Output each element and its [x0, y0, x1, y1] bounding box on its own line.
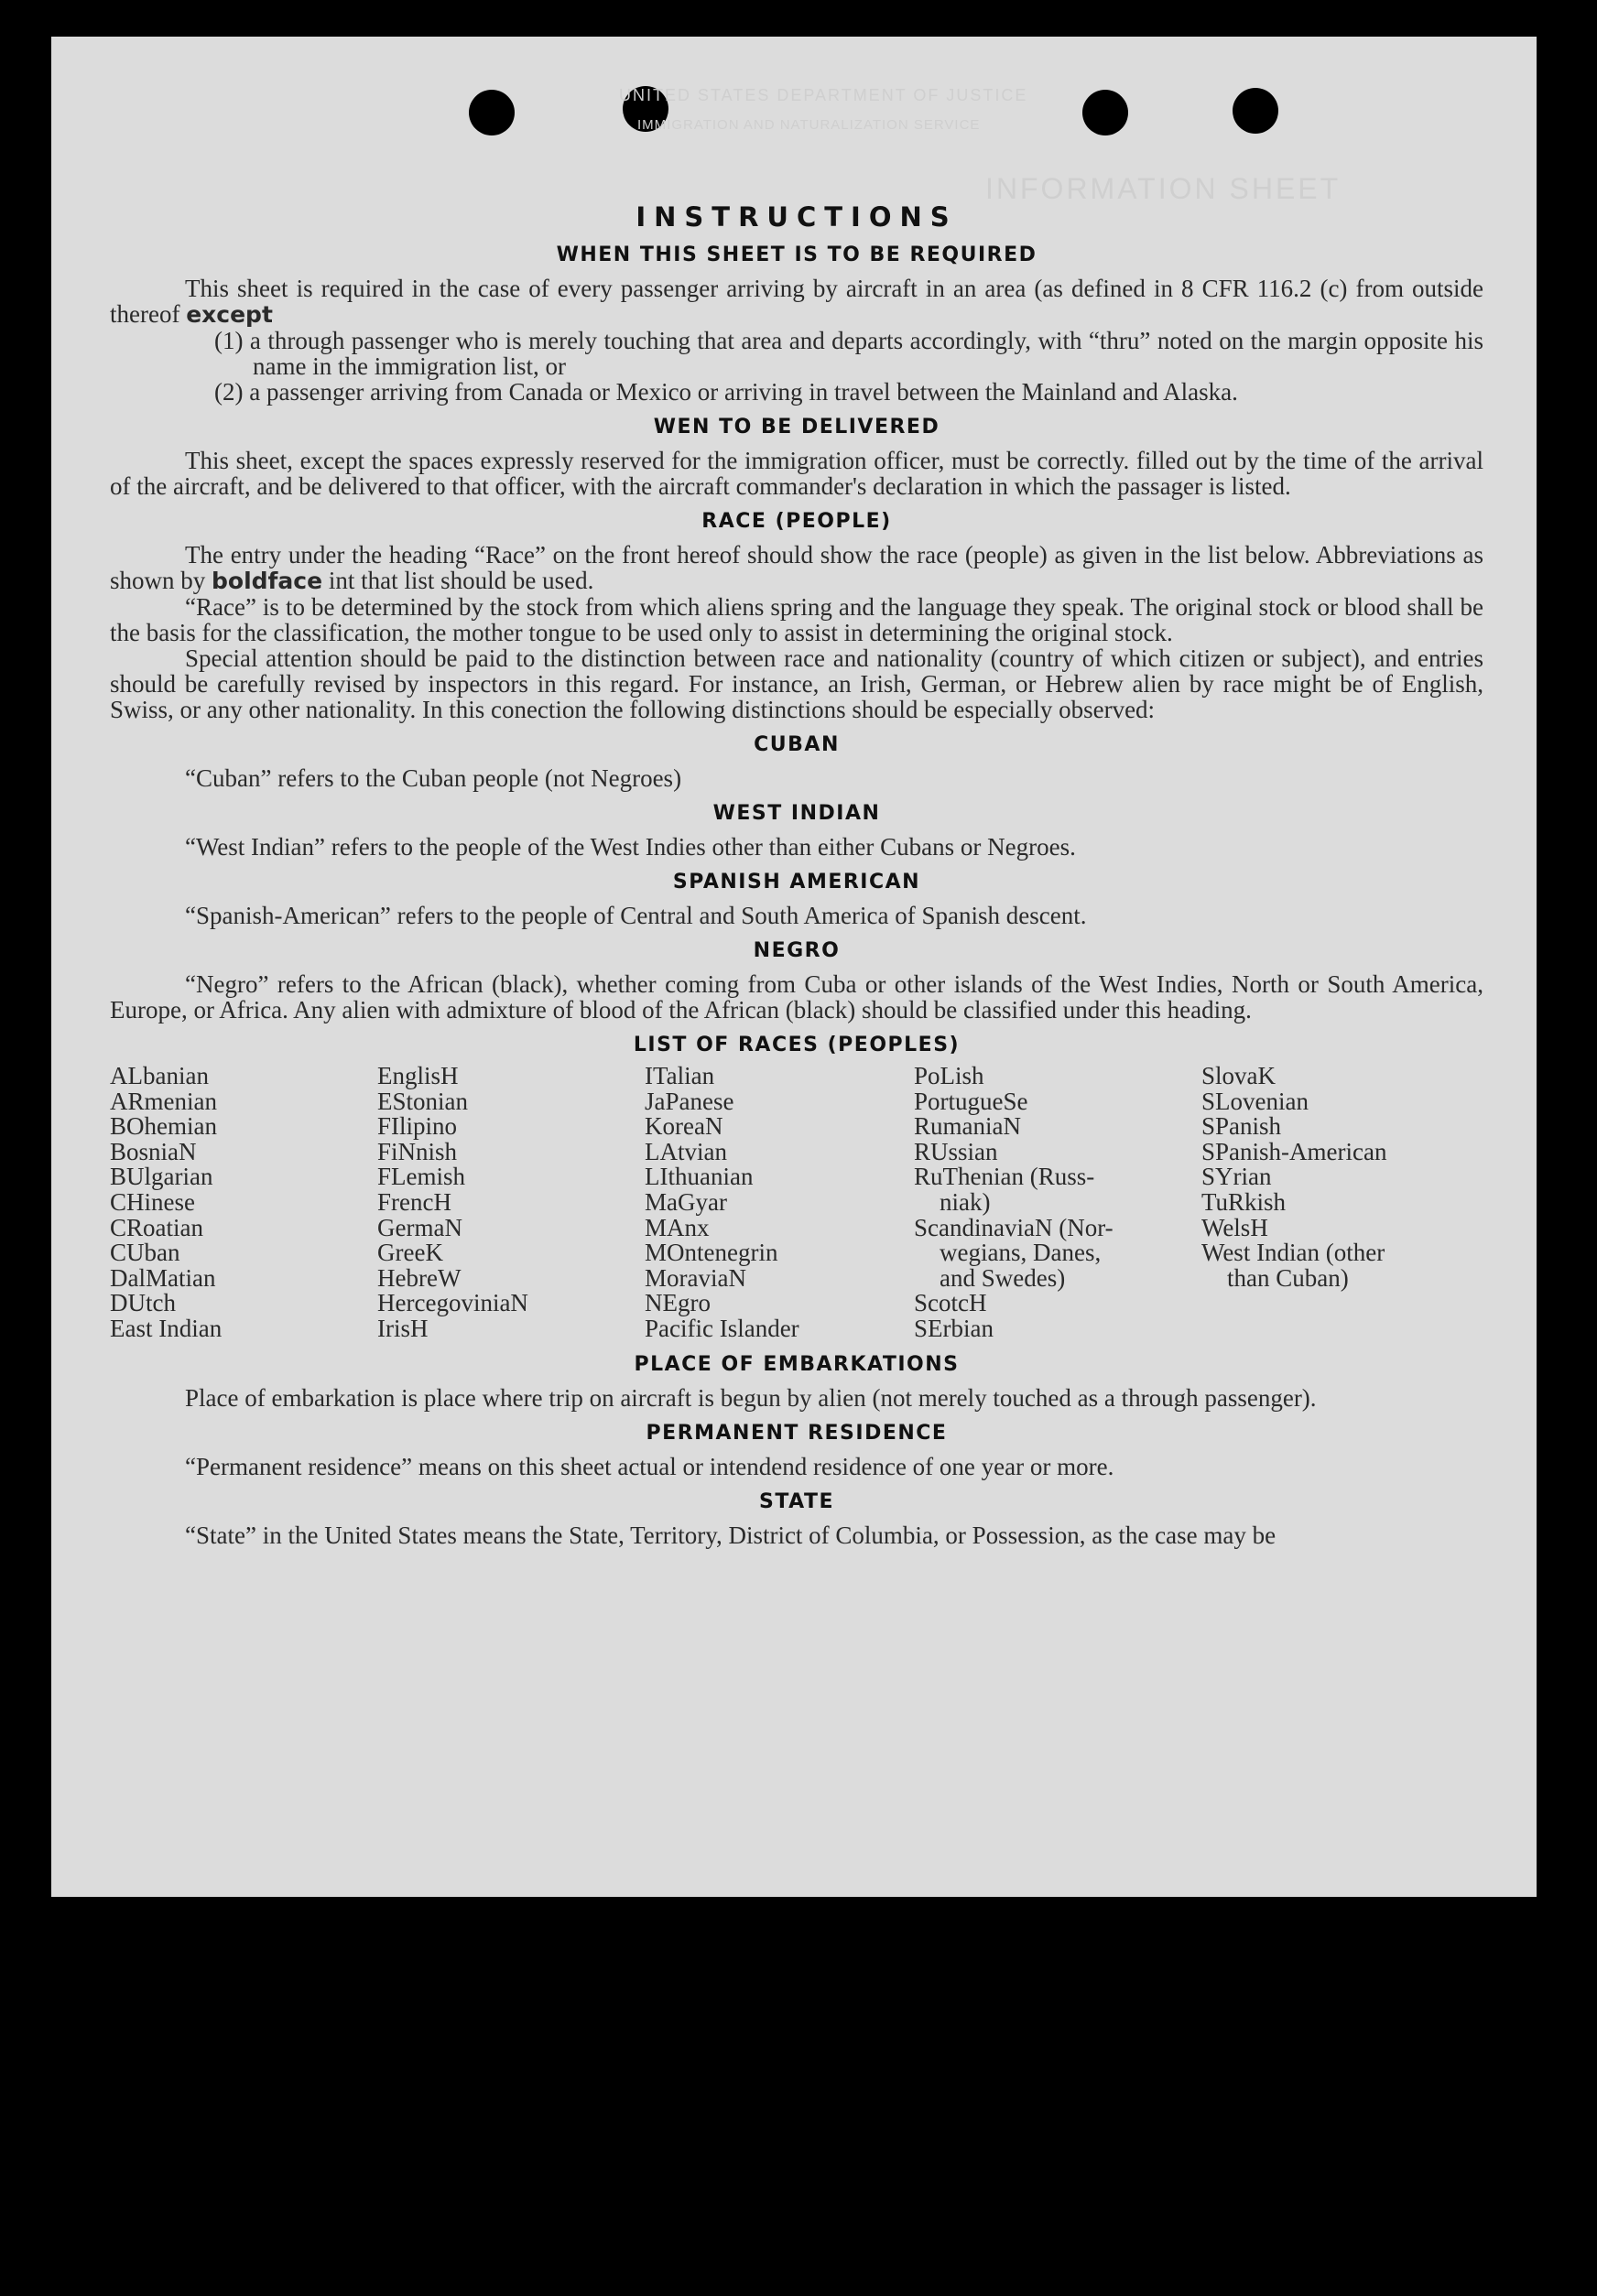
race-entry: ITalian [645, 1062, 715, 1089]
race-entry: ALbanian [110, 1062, 209, 1089]
paragraph-race-3: Special attention should be paid to the distinction between race and nationality (country of which citizen or subject), and entries should be carefully revised by inspectors in this regard. For instance, an Irish, German, or Hebrew alien by race might be of English, Swiss, or any other nationality. In this conection the following distinctions should be especially observed: [110, 644, 1483, 723]
race-entry: LIthuanian [645, 1163, 754, 1191]
race-entry: ScandinaviaN (Nor- [914, 1213, 1114, 1241]
heading-embarkation: PLACE OF EMBARKATIONS [634, 1352, 960, 1376]
paragraph-cuban: “Cuban” refers to the Cuban people (not Negroes) [185, 764, 682, 792]
race-entry: MoraviaN [645, 1263, 746, 1292]
race-entry: CHinese [110, 1187, 195, 1216]
text-when-required: This sheet is required in the case of every passenger arriving by aircraft in an area (as defined in 8 CFR 116.2 (c) from outside thereof [110, 275, 1483, 328]
race-entry: HercegoviniaN [377, 1289, 528, 1317]
heading-permanent-residence: PERMANENT RESIDENCE [646, 1421, 948, 1445]
race-entry: MAnx [645, 1213, 710, 1241]
paragraph-state: “State” in the United States means the State, Territory, District of Columbia, or Possession, as the case may be [185, 1521, 1277, 1549]
text-race-1-end: int that list should be used. [328, 567, 594, 594]
race-entry: FrencH [377, 1187, 451, 1216]
paragraph-permanent-residence: “Permanent residence” means on this sheet actual or intendend residence of one year or more. [185, 1452, 1114, 1480]
heading-when-required: WHEN THIS SHEET IS TO BE REQUIRED [556, 244, 1038, 266]
race-entry: FIlipino [377, 1112, 458, 1141]
race-entry-continuation: and Swedes) [940, 1263, 1066, 1292]
heading-race: RACE (PEOPLE) [701, 510, 892, 533]
race-entry: DUtch [110, 1289, 176, 1317]
race-entry: RumaniaN [914, 1112, 1021, 1141]
race-entry: RuThenian (Russ- [914, 1163, 1095, 1191]
race-entry: CRoatian [110, 1213, 203, 1241]
race-entry: LAtvian [645, 1137, 727, 1165]
race-entry: SLovenian [1201, 1087, 1309, 1115]
race-entry: FiNnish [377, 1137, 458, 1165]
race-entry: SPanish [1201, 1112, 1282, 1141]
race-entry: FLemish [377, 1163, 466, 1191]
punch-hole [1082, 90, 1128, 135]
races-column [377, 1064, 645, 1342]
race-entry: ScotcH [914, 1289, 987, 1317]
races-column [110, 1064, 377, 1342]
heading-state: STATE [759, 1489, 834, 1513]
race-entry: HebreW [377, 1263, 462, 1292]
paragraph-spanish-american: “Spanish-American” refers to the people of Central and South America of Spanish descent. [185, 902, 1087, 929]
paragraph-west-indian: “West Indian” refers to the people of the West Indies other than either Cubans or Negroes. [185, 833, 1076, 861]
race-entry: SErbian [914, 1314, 994, 1342]
paragraph-race-1 [110, 542, 1483, 594]
race-entry: ARmenian [110, 1087, 217, 1115]
race-entry: CUban [110, 1239, 180, 1267]
page-title: INSTRUCTIONS [636, 201, 958, 233]
race-entry: East Indian [110, 1314, 223, 1342]
paragraph-when-delivered: This sheet, except the spaces expressly reserved for the immigration officer, must be correctly. filled out by the time of the arrival of the aircraft, and be delivered to that officer, with the aircraft commander's declaration in which the passager is listed. [110, 447, 1483, 500]
text-race-1-start: The entry under the heading “Race” on the front hereof should show the race (people) as given in the list below. Abbreviations as shown by [110, 541, 1483, 594]
heading-west-indian: WEST INDIAN [712, 802, 881, 825]
race-entry: JaPanese [645, 1087, 734, 1115]
race-entry: NEgro [645, 1289, 711, 1317]
race-entry: PortugueSe [914, 1087, 1028, 1115]
paragraph-race-2: “Race” is to be determined by the stock from which aliens spring and the language they speak. The original stock or blood shall be the basis for the classification, the mother tongue to be used only to assist in determining the original stock. [110, 593, 1483, 646]
punch-hole [469, 90, 515, 135]
paragraph-negro: “Negro” refers to the African (black), whether coming from Cuba or other islands of the West Indies, North or South America, Europe, or Africa. Any alien with admixture of blood of the African (black) should be classified under this heading. [110, 970, 1483, 1023]
race-entry: BUlgarian [110, 1163, 213, 1191]
heading-negro: NEGRO [753, 939, 841, 962]
punch-hole [1233, 88, 1278, 134]
races-list [110, 1064, 1483, 1342]
race-entry: PoLish [914, 1062, 984, 1089]
bleed-through-header: UNITED STATES DEPARTMENT OF JUSTICE [619, 86, 1028, 104]
race-entry: West Indian (other [1201, 1239, 1385, 1267]
emphasis-except: except [186, 301, 273, 328]
race-entry: SYrian [1201, 1163, 1272, 1191]
emphasis-boldface: boldface [212, 568, 323, 594]
heading-list-of-races: LIST OF RACES (PEOPLES) [633, 1034, 961, 1056]
race-entry: GreeK [377, 1239, 443, 1267]
races-column [1201, 1064, 1476, 1342]
race-entry-continuation: niak) [940, 1187, 991, 1216]
race-entry: SlovaK [1201, 1062, 1276, 1089]
instructions-body [110, 165, 1483, 1548]
paragraph-when-required [110, 276, 1483, 328]
bleed-through-subheader: IMMIGRATION AND NATURALIZATION SERVICE [637, 117, 981, 133]
race-entry: TuRkish [1201, 1187, 1287, 1216]
race-entry: RUssian [914, 1137, 998, 1165]
exception-item-1: (1) a through passenger who is merely touching that area and departs accordingly, with “thru” noted on the margin opposite his name in the immigration list, or [214, 327, 1483, 380]
races-column [914, 1064, 1201, 1342]
race-entry: DalMatian [110, 1263, 216, 1292]
heading-cuban: CUBAN [754, 733, 840, 756]
race-entry-continuation: than Cuban) [1227, 1263, 1349, 1292]
race-entry: Pacific Islander [645, 1314, 799, 1342]
paragraph-embarkation: Place of embarkation is place where trip on aircraft is begun by alien (not merely touched as a through passenger). [185, 1383, 1317, 1412]
exception-item-2: (2) a passenger arriving from Canada or Mexico or arriving in travel between the Mainland and Alaska. [214, 378, 1238, 406]
race-entry: MOntenegrin [645, 1239, 778, 1267]
race-entry: WelsH [1201, 1213, 1268, 1241]
bleed-through-title: INFORMATION SHEET [985, 172, 1342, 205]
race-entry: SPanish-American [1201, 1137, 1387, 1165]
heading-when-delivered: WEN TO BE DELIVERED [653, 416, 940, 439]
race-entry: BOhemian [110, 1112, 217, 1141]
race-entry: BosniaN [110, 1137, 197, 1165]
document-page [51, 37, 1537, 1897]
race-entry: EnglisH [377, 1062, 459, 1089]
race-entry: GermaN [377, 1213, 462, 1241]
races-column [645, 1064, 914, 1342]
race-entry: IrisH [377, 1314, 429, 1342]
race-entry: EStonian [377, 1087, 468, 1115]
heading-spanish-american: SPANISH AMERICAN [672, 871, 921, 893]
race-entry: MaGyar [645, 1187, 727, 1216]
race-entry-continuation: wegians, Danes, [940, 1239, 1102, 1267]
race-entry: KoreaN [645, 1112, 723, 1141]
